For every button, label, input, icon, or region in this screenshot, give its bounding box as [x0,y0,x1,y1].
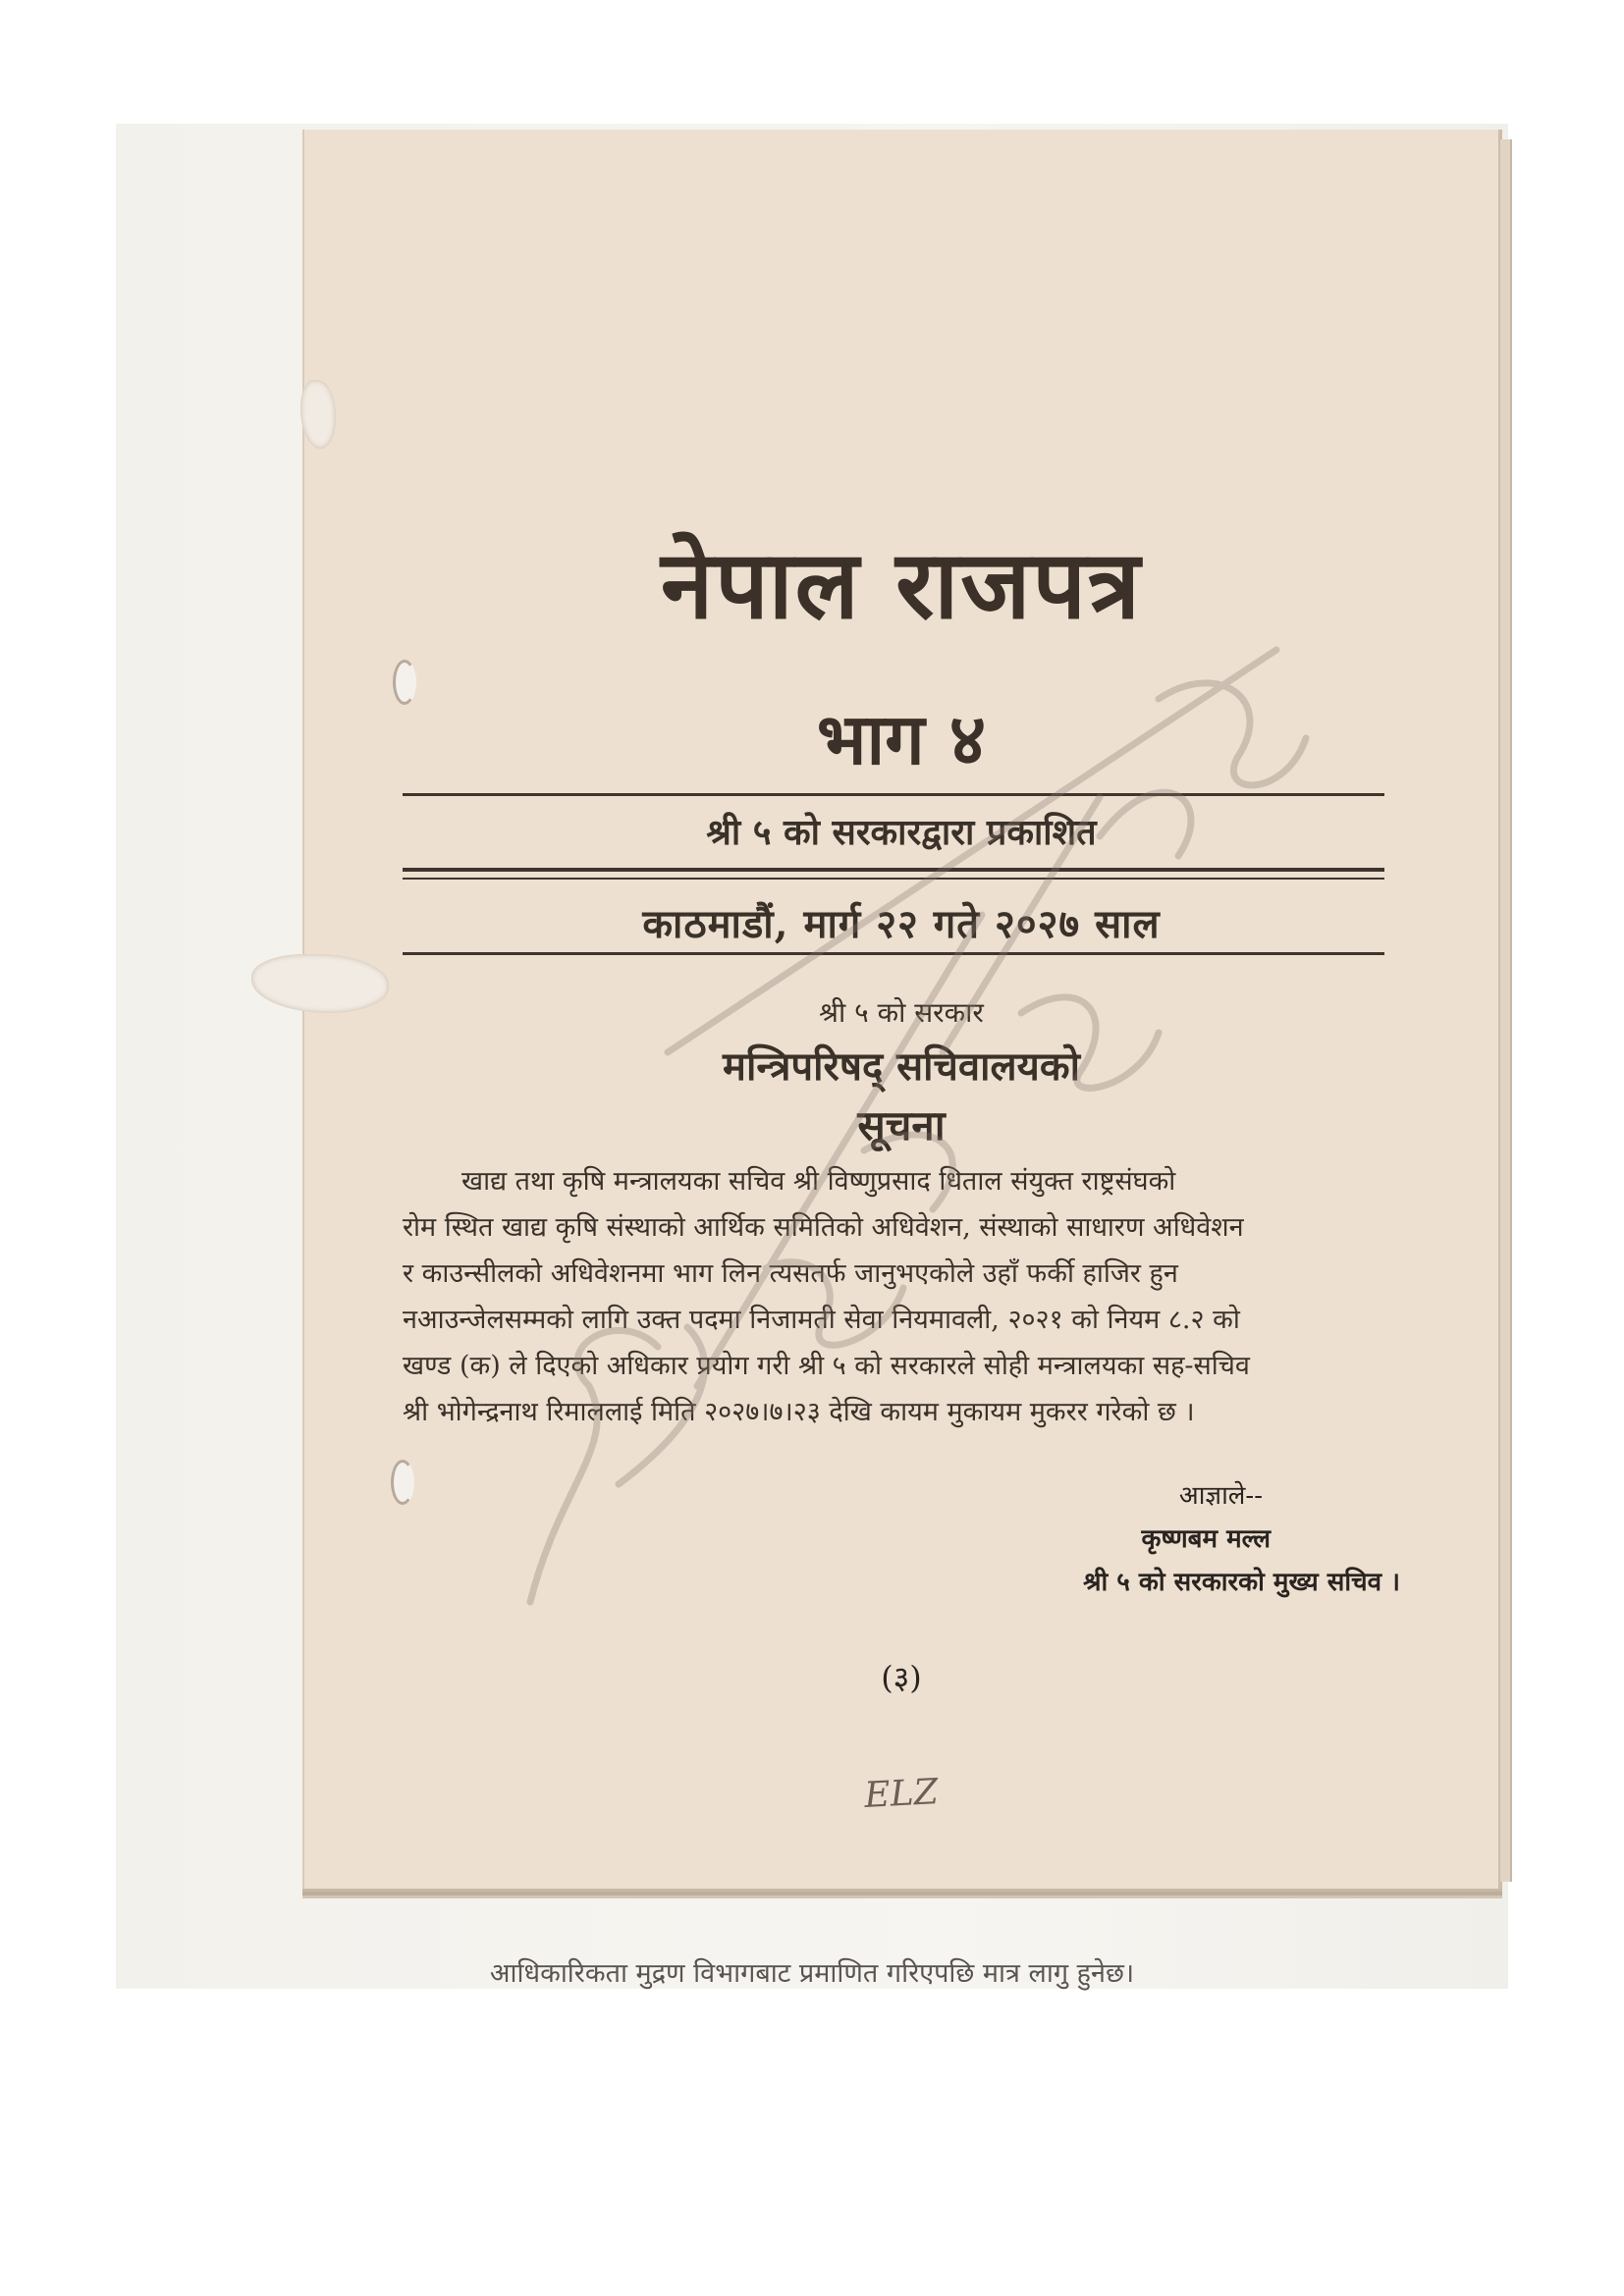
issuer-label: श्री ५ को सरकार [819,996,984,1029]
watermark-stamp [471,503,1355,1631]
date-line: काठमाडौं, मार्ग २२ गते २०२७ साल [642,901,1161,947]
publisher-line: श्री ५ को सरकारद्वारा प्रकाशित [706,812,1097,853]
signatory-name: कृष्णबम मल्ल [1141,1524,1271,1554]
signature-by-order: आज्ञाले-- [1178,1481,1263,1511]
body-line: नआउन्जेलसम्मको लागि उक्त पदमा निजामती सेवा नियमावली, २०२१ को नियम ८.२ को [403,1305,1240,1335]
punch-hole [391,1460,414,1505]
office-label: मन्त्रिपरिषद् सचिवालयको [723,1043,1080,1090]
page-number: (३) [881,1659,922,1696]
body-line: खण्ड (क) ले दिएको अधिकार प्रयोग गरी श्री ५ को सरकारले सोही मन्त्रालयका सह-सचिव [403,1351,1250,1381]
body-line: खाद्य तथा कृषि मन्त्रालयका सचिव श्री विष्णुप्रसाद धिताल संयुक्त राष्ट्रसंघको [461,1166,1176,1197]
notice-heading: सूचना [857,1101,946,1149]
body-line: र काउन्सीलको अधिवेशनमा भाग लिन त्यसतर्फ जानुभएकोले उहाँ फर्की हाजिर हुन [403,1258,1178,1289]
page-stack-edge [1500,139,1512,1882]
torn-edge [300,380,336,449]
body-line: श्री भोगेन्द्रनाथ रिमाललाई मिति २०२७।७।२३ देखि कायम मुकायम मुकरर गरेको छ । [403,1397,1195,1427]
handwritten-note: ELZ [863,1772,940,1816]
body-line: रोम स्थित खाद्य कृषि संस्थाको आर्थिक समितिको अधिवेशन, संस्थाको साधारण अधिवेशन [403,1212,1244,1243]
part-label: भाग ४ [816,697,987,780]
footer-disclaimer: आधिकारिकता मुद्रण विभागबाट प्रमाणित गरिएपछि मात्र लागु हुनेछ। [489,1958,1135,1989]
gazette-title: नेपाल राजपत्र [660,529,1143,640]
signatory-title: श्री ५ को सरकारको मुख्य सचिव । [1083,1568,1400,1597]
gazette-page [302,130,1502,1889]
